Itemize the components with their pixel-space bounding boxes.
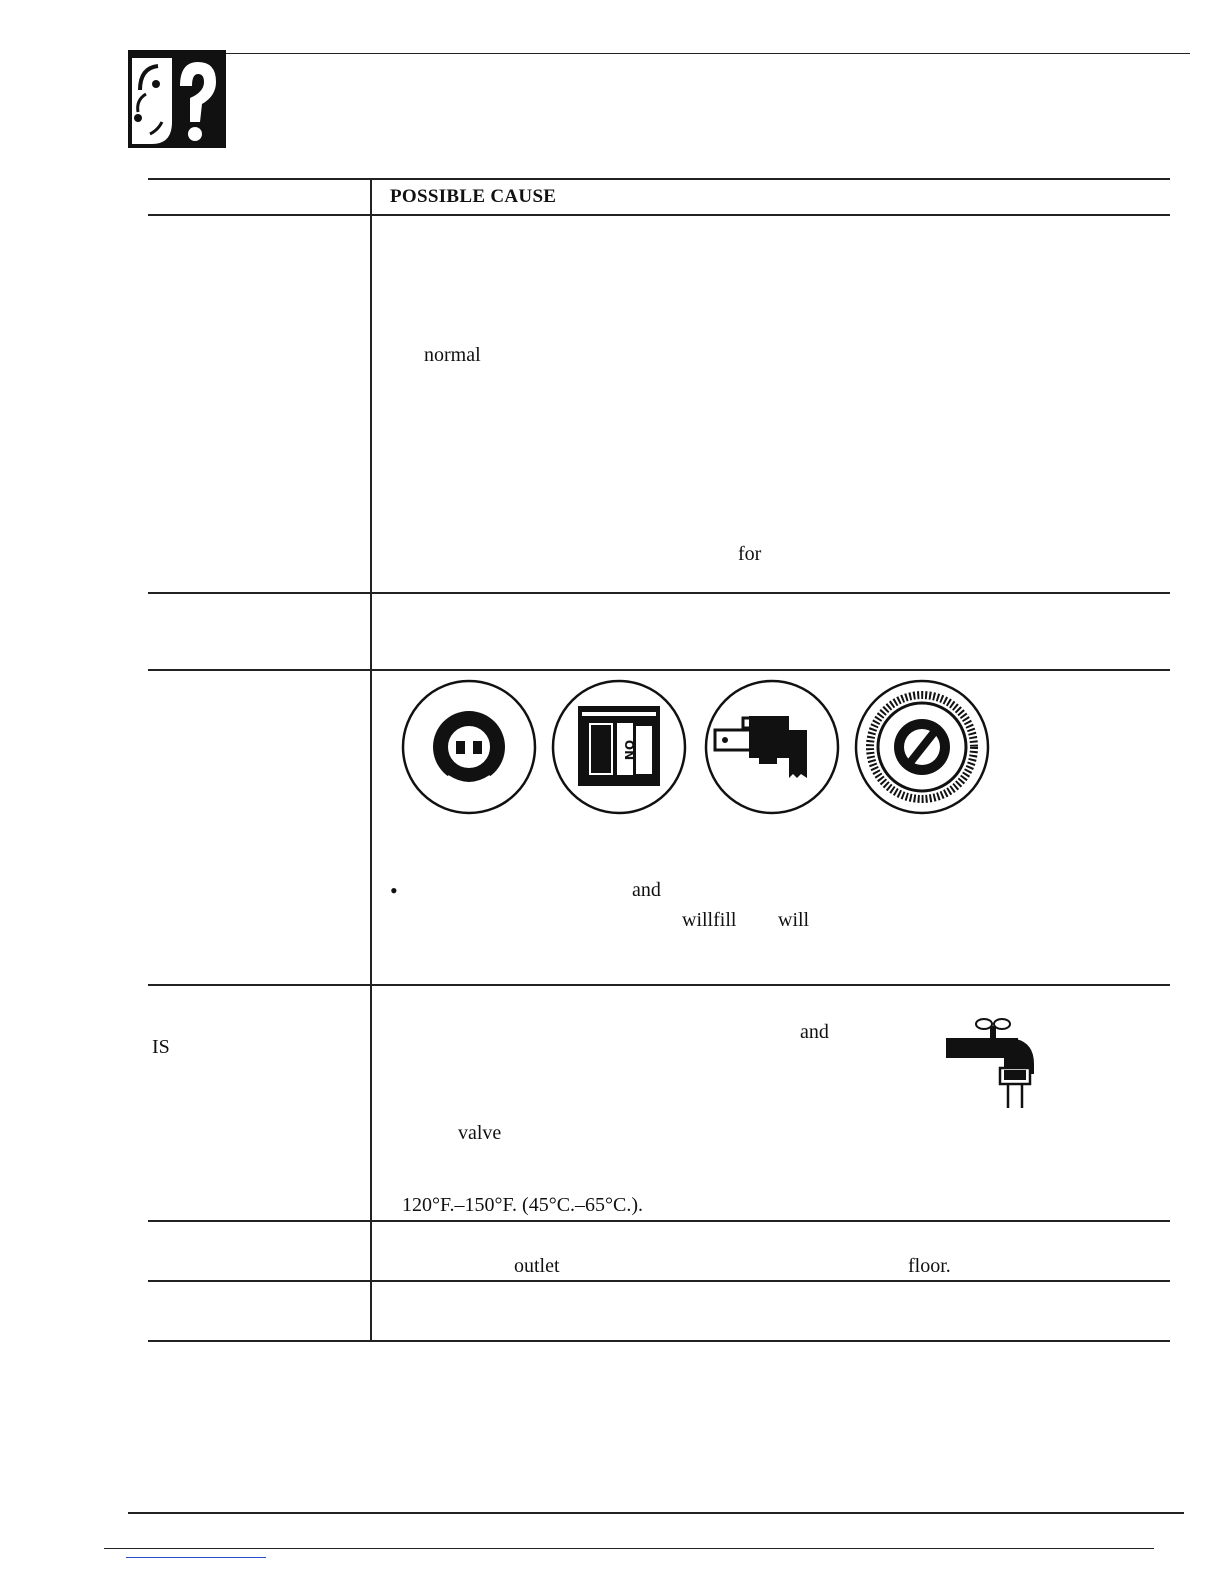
breaker-on-label: ON — [622, 739, 636, 761]
top-rule — [222, 53, 1190, 54]
row-rule-5 — [148, 1280, 1170, 1282]
footer-rule — [128, 1512, 1184, 1514]
word-willfill: willfill — [682, 909, 737, 931]
word-valve: valve — [458, 1122, 502, 1144]
water-faucet-icon — [946, 1014, 1046, 1110]
word-is: IS — [152, 1036, 170, 1058]
word-floor: floor. — [908, 1255, 951, 1277]
row-rule-1 — [148, 592, 1170, 594]
bullet: • — [390, 878, 398, 903]
word-will: will — [778, 909, 810, 931]
word-normal: normal — [424, 344, 481, 366]
word-outlet: outlet — [514, 1255, 560, 1277]
header-bottom-rule — [148, 214, 1170, 216]
word-for: for — [738, 543, 762, 565]
question-face-icon — [128, 50, 228, 150]
header-top-rule — [148, 178, 1170, 180]
footer-thin-rule — [104, 1548, 1154, 1549]
dial-control-icon — [853, 678, 991, 816]
word-and: and — [632, 879, 661, 901]
footer-link-rule — [126, 1557, 266, 1558]
power-plug-icon — [703, 678, 841, 816]
row-rule-6 — [148, 1340, 1170, 1342]
row-rule-2 — [148, 669, 1170, 671]
row-rule-4 — [148, 1220, 1170, 1222]
row-rule-3 — [148, 984, 1170, 986]
circuit-breaker-on-icon — [550, 678, 688, 816]
column-header-possible-cause: POSSIBLE CAUSE — [390, 186, 557, 207]
column-divider — [370, 214, 372, 1341]
temperature-range: 120°F.–150°F. (45°C.–65°C.). — [402, 1194, 644, 1216]
header-divider — [370, 178, 372, 214]
outlet-icon — [400, 678, 538, 816]
word-and-2: and — [800, 1021, 829, 1043]
